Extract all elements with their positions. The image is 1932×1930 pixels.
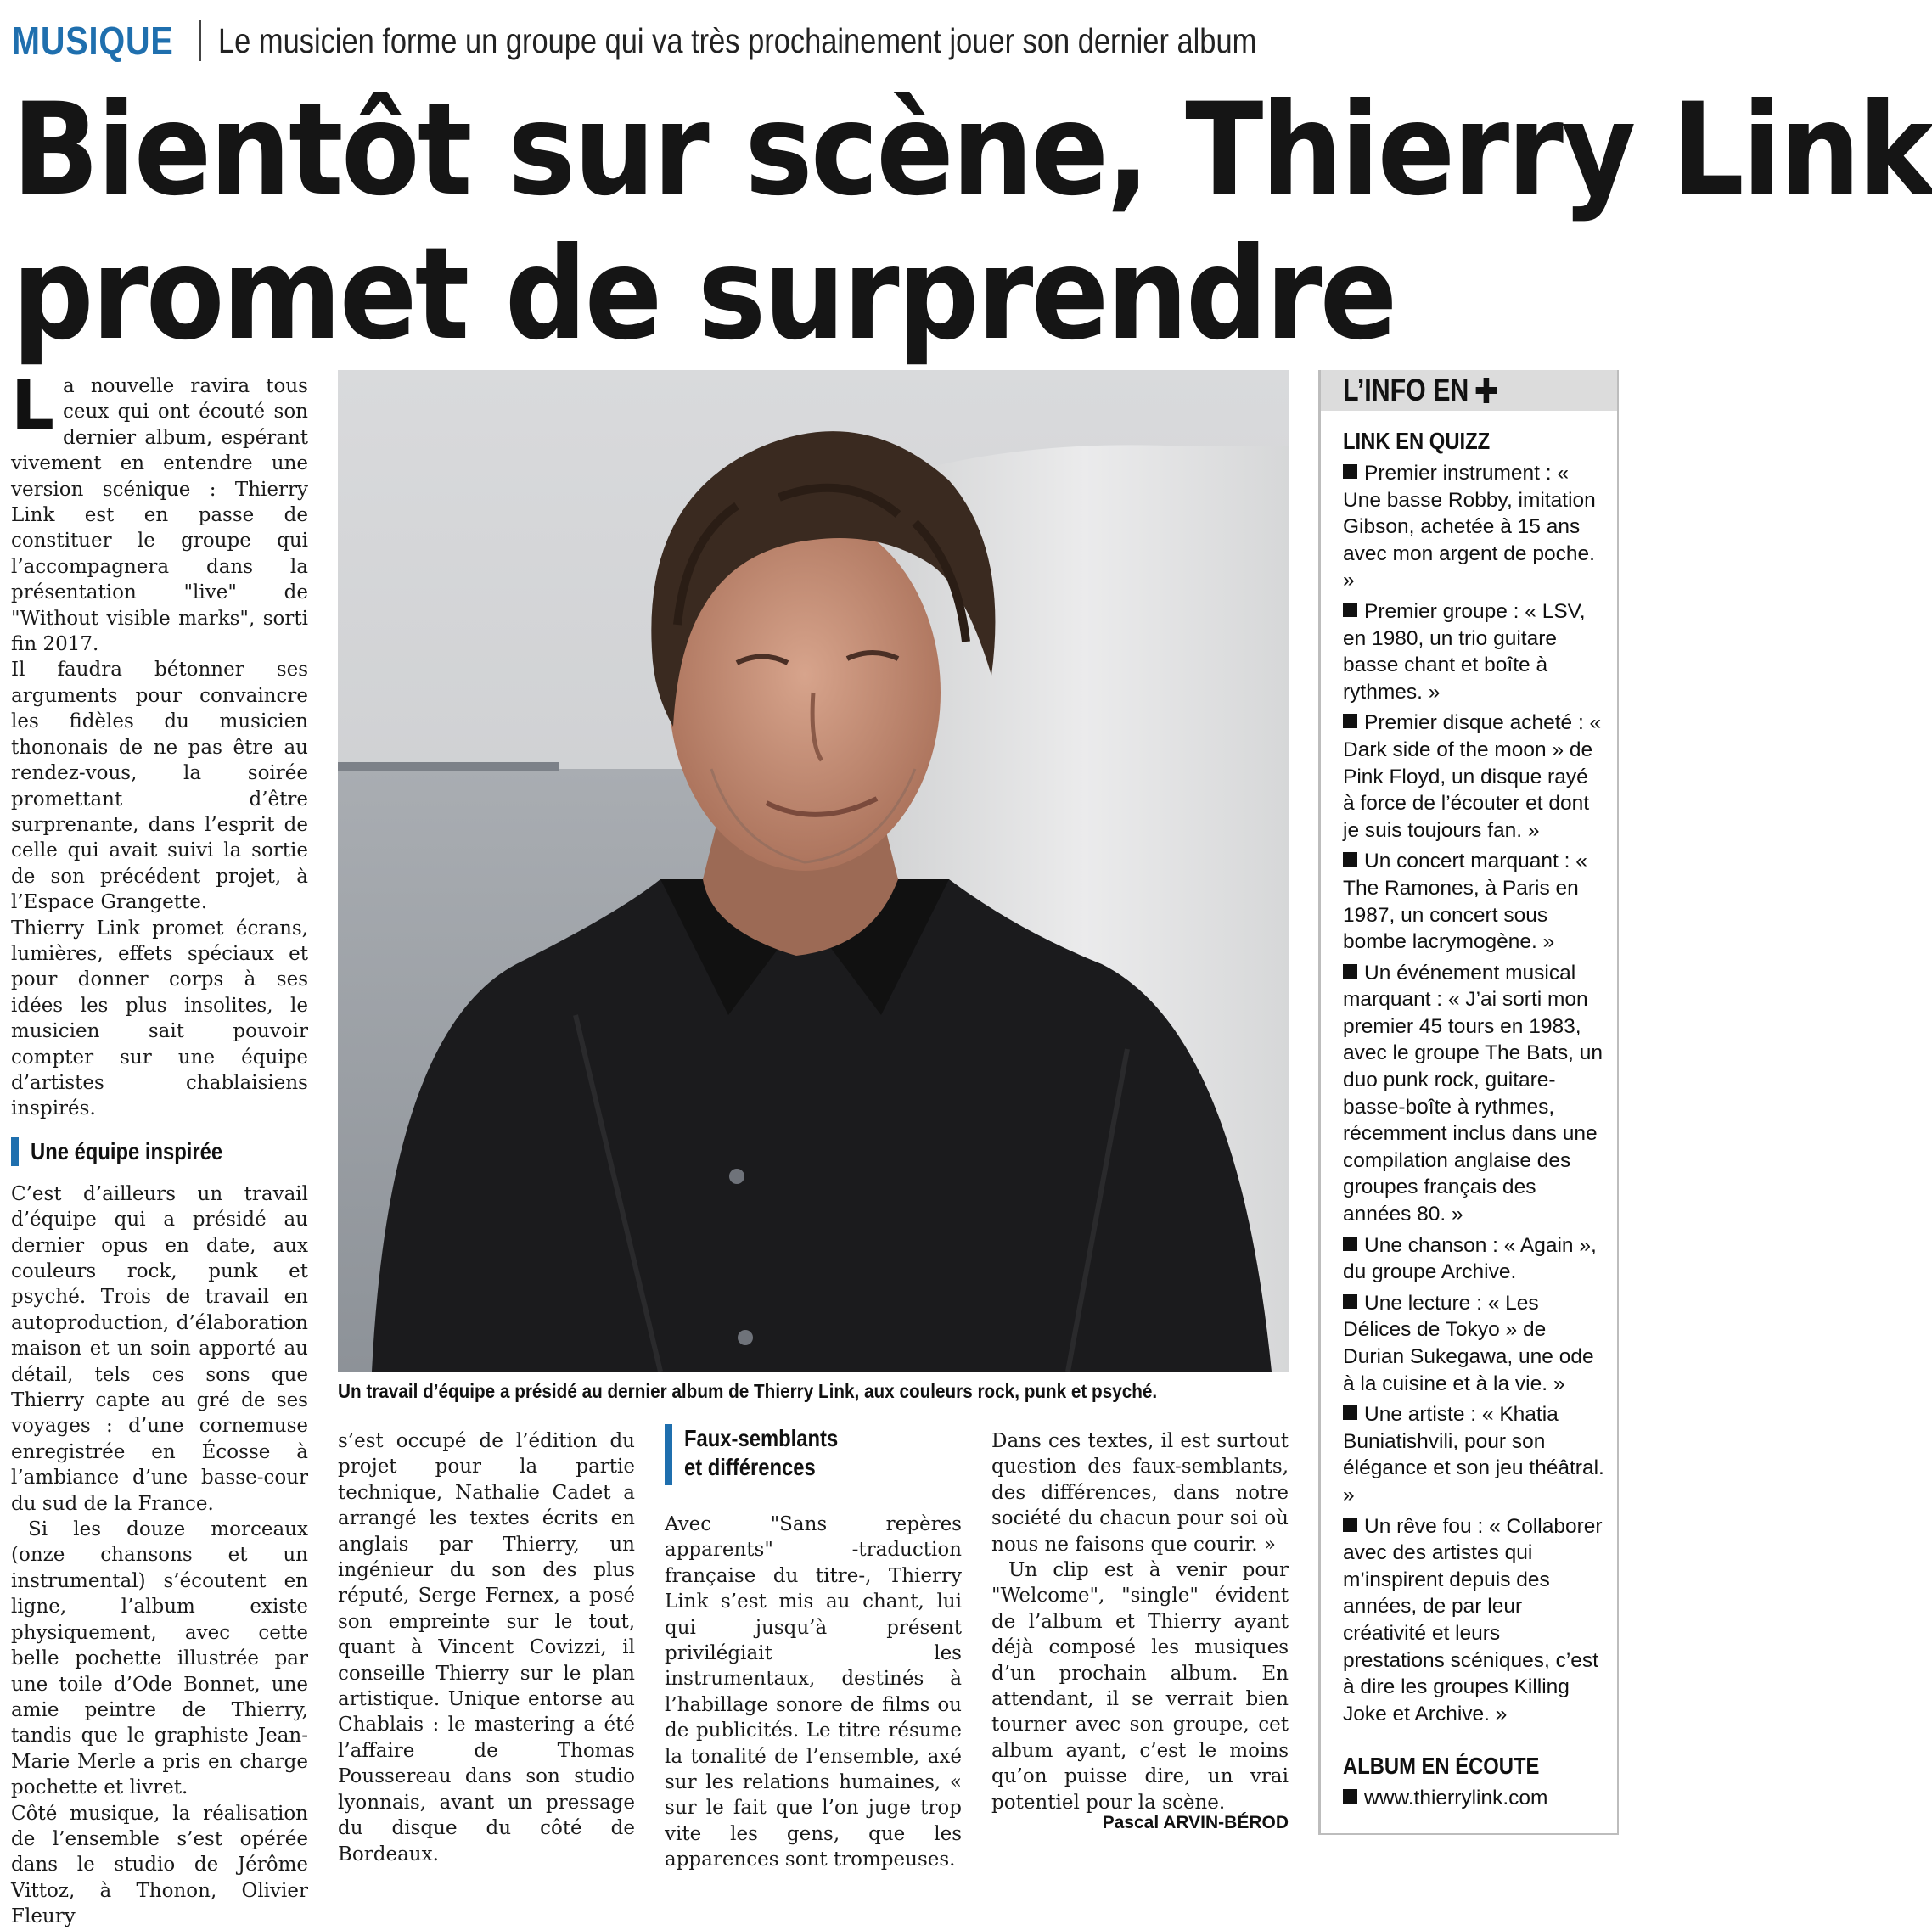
quiz-item: Premier instrument : « Une basse Robby, imitation Gibson, achetée à 15 ans avec mon argent de poche. » — [1343, 462, 1596, 592]
headline-line-2: promet de surprendre — [12, 221, 1396, 368]
quiz-item: Une chanson : « Again », du groupe Archive. — [1343, 1233, 1597, 1284]
subhead-text — [684, 1424, 838, 1482]
quiz-item: Un rêve fou : « Collaborer avec des artistes qui m’inspirent depuis des années, de par leur créativité et leurs prestations scéniques, c’est à dire les groupes Killing Joke et Archive. » — [1343, 1514, 1603, 1725]
paragraph: s’est occupé de l’édition du projet pour la partie technique, Nathalie Cadet a arrangé les textes écrits en anglais par Thierry, un ingénieur du son des plus réputé, Serge Fernex, a posé son empreinte sur le tout, quant à Vincent Covizzi, il conseille Thierry sur le plan artistique. Unique entorse au Chablais : le mastering a été l’affaire de Thomas Poussereau dans son studio lyonnais, avant un pressage du disque du côté de Bordeaux. — [338, 1430, 635, 1865]
paragraph: Il faudra bétonner ses arguments pour convaincre les fidèles du musicien thononais de ne pas être au rendez-vous, la soirée promettant d’être surprenante, dans l’esprit de celle qui avait suivi la sortie de son précédent projet, à l’Espace Grangette. — [11, 659, 308, 914]
bullet-square-icon — [1343, 464, 1357, 479]
quiz-item: Une artiste : « Khatia Buniatishvili, pour son élégance et son jeu théâtral. » — [1343, 1403, 1604, 1506]
section-rubric: MUSIQUE — [12, 19, 174, 63]
bullet-square-icon — [1343, 852, 1357, 867]
bullet-square-icon — [1343, 1237, 1357, 1251]
portrait-photo — [338, 370, 1289, 1372]
bullet-square-icon — [1343, 603, 1357, 617]
quiz-item: Un événement musical marquant : « J’ai sorti mon premier 45 tours en 1983, avec le groupe The Bats, un duo punk rock, guitare-basse-boîte à rythmes, récemment inclus dans une compilation anglaise des groupes français des années 80. » — [1343, 961, 1603, 1226]
portrait-illustration — [338, 370, 1289, 1372]
paragraph: Un clip est à venir pour "Welcome", "single" évident de l’album et Thierry ayant déjà composé les musiques d’un prochain album. En attendant, il se verrait bien tourner avec son groupe, cet album ayant, c’est le moins qu’on puisse dire, un vrai potentiel pour la scène. — [991, 1559, 1289, 1814]
bullet-square-icon — [1343, 1518, 1357, 1532]
article-column-3 — [665, 1512, 962, 1873]
bullet-square-icon — [1343, 1294, 1357, 1309]
article-column-1 — [11, 366, 308, 1928]
info-sidebar — [1318, 370, 1619, 1835]
plus-icon — [1476, 378, 1497, 403]
subhead-text: Une équipe inspirée — [31, 1137, 223, 1164]
quiz-item: Une lecture : « Les Délices de Tokyo » de Durian Sukegawa, une ode à la cuisine et à la vie. » — [1343, 1291, 1594, 1395]
sidebar-section-title: LINK EN QUIZZ — [1343, 428, 1491, 454]
drop-cap: L — [11, 366, 54, 445]
bullet-square-icon — [1343, 714, 1357, 728]
quiz-item: Un concert marquant : « The Ramones, à Paris en 1987, un concert sous bombe lacrymogène. » — [1343, 850, 1587, 954]
lead-text: a nouvelle ravira tous ceux qui ont écouté son dernier album, espérant vivement en entendre une version scénique : Thierry Link est en passe de constituer le groupe qui l’accompagnera dans la présentation "live" de "Without visible marks", sorti fin 2017. — [11, 375, 308, 656]
deck-text: Le musicien forme un groupe qui va très prochainement jouer son dernier album — [218, 20, 1257, 60]
article-column-4 — [991, 1428, 1289, 1815]
bullet-square-icon — [1343, 1789, 1357, 1804]
bullet-square-icon — [1343, 964, 1357, 979]
paragraph: Si les douze morceaux (onze chansons et un instrumental) s’écoutent en ligne, l’album existe physiquement, avec cette belle pochette illustrée par une toile d’Ode Bonnet, une amie peintre de Thierry, tandis que le graphiste Jean-Marie Merle a pris en charge pochette et livret. — [11, 1518, 308, 1799]
subhead-equipe — [11, 1137, 308, 1166]
photo-caption: Un travail d’équipe a présidé au dernier album de Thierry Link, aux couleurs rock, punk et psyché. — [338, 1380, 1158, 1402]
paragraph: Avec "Sans repères apparents" -traduction française du titre-, Thierry Link s’est mis au chant, lui qui jusqu’à présent privilégiait les instrumentaux, destinés à l’habillage sonore de films ou de publicités. Le titre résume la tonalité de l’ensemble, axé sur les relations humaines, « sur le fait que l’on juge trop vite les gens, que les apparences sont trompeuses. — [665, 1513, 962, 1871]
subhead-bar — [11, 1137, 19, 1166]
subhead-faux-semblants — [665, 1424, 962, 1485]
bullet-square-icon — [1343, 1405, 1357, 1420]
quiz-item: Premier groupe : « LSV, en 1980, un trio guitare basse chant et boîte à rythmes. » — [1343, 599, 1586, 704]
sidebar-band-title: L’INFO EN — [1343, 373, 1497, 408]
sidebar-content — [1318, 411, 1617, 1833]
subhead-bar — [665, 1424, 672, 1485]
headline-line-1: Bientôt sur scène, Thierry Link — [12, 76, 1932, 224]
paragraph: C’est d’ailleurs un travail d’équipe qui a présidé au dernier opus en date, aux couleurs rock, punk et psyché. Trois de travail en autoproduction, d’élaboration maison et un soin apporté au détail, tels ces sons que Thierry capte au gré de ses voyages : d’une cornemuse enregistrée en Écosse à l’ambiance d’une basse-cour du sud de la France. — [11, 1182, 308, 1515]
kicker-line — [12, 15, 1454, 66]
paragraph: Dans ces textes, il est surtout question des faux-semblants, des différences, dans notre société du chacun pour soi où nous ne faisons que courir. » — [991, 1430, 1289, 1556]
sidebar-section-title: ALBUM EN ÉCOUTE — [1343, 1753, 1540, 1780]
sidebar-band — [1318, 370, 1617, 411]
paragraph: Thierry Link promet écrans, lumières, effets spéciaux et pour donner corps à ses idées les plus insolites, le musicien sait pouvoir compter sur une équipe d’artistes chablaisiens inspirés. — [11, 917, 308, 1120]
kicker-divider — [199, 20, 201, 61]
lead-paragraph — [11, 366, 308, 657]
author-signature: Pascal ARVIN-BÉROD — [1102, 1813, 1289, 1832]
paragraph: Côté musique, la réalisation de l’ensemble s’est opérée dans le studio de Jérôme Vittoz, à Thonon, Olivier Fleury — [11, 1802, 308, 1928]
subhead-line-1: Faux-semblants — [684, 1425, 839, 1451]
headline — [12, 76, 1932, 368]
article-column-2 — [338, 1428, 635, 1867]
subhead-line-2: et différences — [684, 1454, 816, 1480]
quiz-item: Premier disque acheté : « Dark side of the moon » de Pink Floyd, un disque rayé à force de l’écouter et dont je suis toujours fan. » — [1343, 711, 1602, 842]
website-link[interactable]: www.thierrylink.com — [1343, 1785, 1605, 1812]
